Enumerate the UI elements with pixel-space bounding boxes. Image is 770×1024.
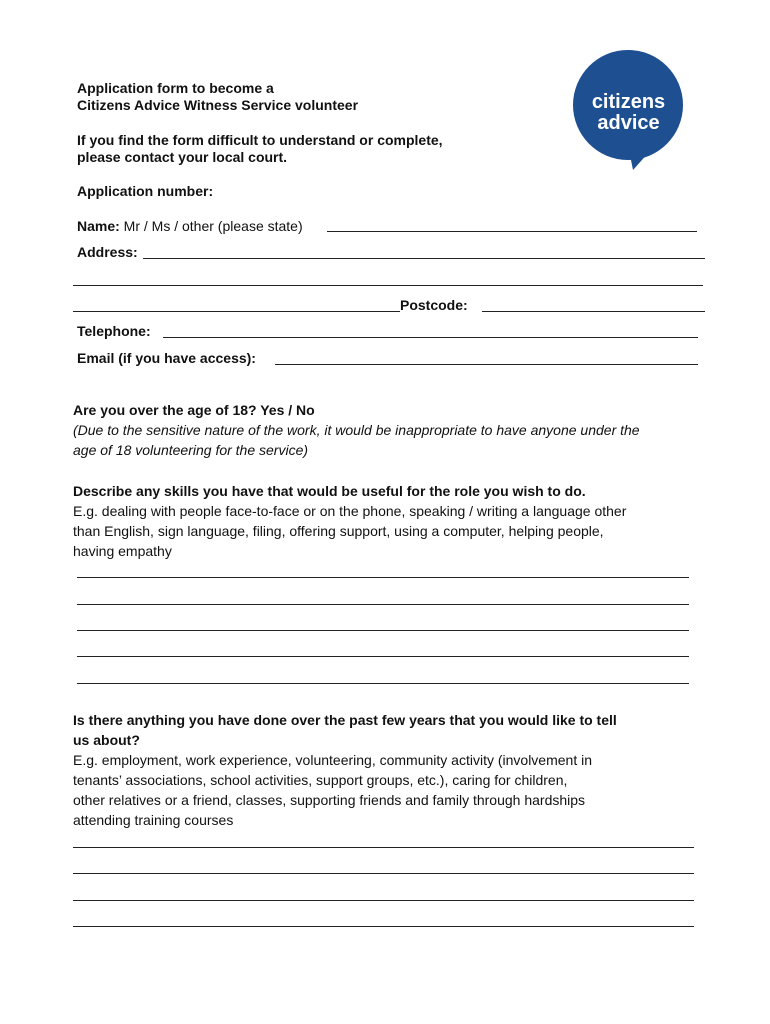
email-label: Email (if you have access): xyxy=(77,350,256,366)
postcode-label: Postcode: xyxy=(400,297,468,313)
age-note-line-2: age of 18 volunteering for the service) xyxy=(73,442,309,458)
skills-example-line-2: than English, sign language, filing, offering support, using a computer, helping people, xyxy=(73,523,604,539)
telephone-field[interactable] xyxy=(163,337,698,338)
application-number-label: Application number: xyxy=(77,183,214,199)
past-question-line-2: us about? xyxy=(73,732,140,748)
name-field[interactable] xyxy=(327,231,697,232)
past-answer-line-4[interactable] xyxy=(73,926,694,927)
past-answer-line-2[interactable] xyxy=(73,873,694,874)
form-title-line-2: Citizens Advice Witness Service volunteer xyxy=(77,97,359,113)
name-title-options: Mr / Ms / other (please state) xyxy=(119,218,303,234)
past-example-line-2: tenants’ associations, school activities, support groups, etc.), caring for children, xyxy=(73,772,568,788)
skills-answer-line-5[interactable] xyxy=(77,683,689,684)
help-text-line-2: please contact your local court. xyxy=(77,149,288,165)
past-example-line-1: E.g. employment, work experience, volunteering, community activity (involvement in xyxy=(73,752,592,768)
age-note-line-1: (Due to the sensitive nature of the work, it would be inappropriate to have anyone under the xyxy=(73,422,640,438)
name-label: Name: xyxy=(77,218,120,234)
past-example-line-3: other relatives or a friend, classes, supporting friends and family through hardships xyxy=(73,792,586,808)
skills-example-line-3: having empathy xyxy=(73,543,172,559)
citizens-advice-logo xyxy=(573,50,684,170)
skills-answer-line-1[interactable] xyxy=(77,577,689,578)
help-text-line-1: If you find the form difficult to understand or complete, xyxy=(77,132,443,148)
address-label: Address: xyxy=(77,244,138,260)
email-field[interactable] xyxy=(275,364,698,365)
form-title-line-1: Application form to become a xyxy=(77,80,274,96)
name-label-row xyxy=(77,216,303,236)
address-field-line-3[interactable] xyxy=(73,311,400,312)
telephone-label: Telephone: xyxy=(77,323,151,339)
address-field-line-1[interactable] xyxy=(143,258,705,259)
skills-answer-line-4[interactable] xyxy=(77,656,689,657)
postcode-field[interactable] xyxy=(482,311,705,312)
age-question: Are you over the age of 18? Yes / No xyxy=(73,402,315,418)
past-answer-line-3[interactable] xyxy=(73,900,694,901)
skills-example-line-1: E.g. dealing with people face-to-face or on the phone, speaking / writing a language other xyxy=(73,503,627,519)
skills-answer-line-3[interactable] xyxy=(77,630,689,631)
past-question-line-1: Is there anything you have done over the past few years that you would like to tell xyxy=(73,712,617,728)
logo-text-citizens: citizens xyxy=(591,91,666,113)
skills-answer-line-2[interactable] xyxy=(77,604,689,605)
past-answer-line-1[interactable] xyxy=(73,847,694,848)
address-field-line-2[interactable] xyxy=(73,285,703,286)
skills-question: Describe any skills you have that would be useful for the role you wish to do. xyxy=(73,483,586,499)
logo-text-advice: advice xyxy=(597,112,660,134)
past-example-line-4: attending training courses xyxy=(73,812,234,828)
